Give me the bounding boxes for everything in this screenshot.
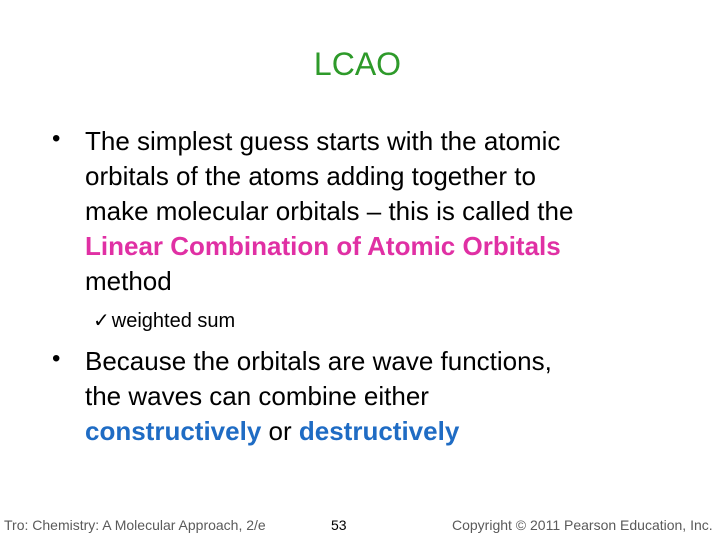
sub-item-weighted-sum bbox=[93, 307, 235, 334]
slide-title: LCAO bbox=[313, 46, 402, 82]
checkmark-icon: ✓ bbox=[93, 308, 110, 332]
bullet-dot-icon: • bbox=[52, 125, 61, 152]
footer-copyright: Copyright © 2011 Pearson Education, Inc. bbox=[452, 517, 713, 533]
bullet-1-line-1: The simplest guess starts with the atomic bbox=[85, 126, 561, 156]
emphasis-destructively: destructively bbox=[298, 416, 460, 446]
bullet-1-line-2: orbitals of the atoms adding together to bbox=[85, 161, 536, 191]
bullet-2-line-1: Because the orbitals are wave functions, bbox=[85, 346, 552, 376]
emphasis-constructively: constructively bbox=[85, 416, 262, 446]
bullet-2-text bbox=[85, 344, 675, 449]
footer-page-number: 53 bbox=[331, 517, 347, 533]
connector-or: or bbox=[261, 416, 299, 446]
bullet-1-text bbox=[85, 124, 675, 299]
bullet-1-tail: method bbox=[85, 266, 172, 296]
bullet-2-line-3 bbox=[85, 414, 675, 449]
footer-source: Tro: Chemistry: A Molecular Approach, 2/e bbox=[4, 517, 266, 533]
bullet-2-line-2: the waves can combine either bbox=[85, 381, 429, 411]
bullet-1-line-3: make molecular orbitals – this is called the bbox=[85, 196, 574, 226]
sub-item-label: weighted sum bbox=[111, 310, 236, 332]
bullet-dot-icon: • bbox=[52, 345, 61, 372]
bullet-1-highlight: Linear Combination of Atomic Orbitals bbox=[85, 231, 561, 261]
